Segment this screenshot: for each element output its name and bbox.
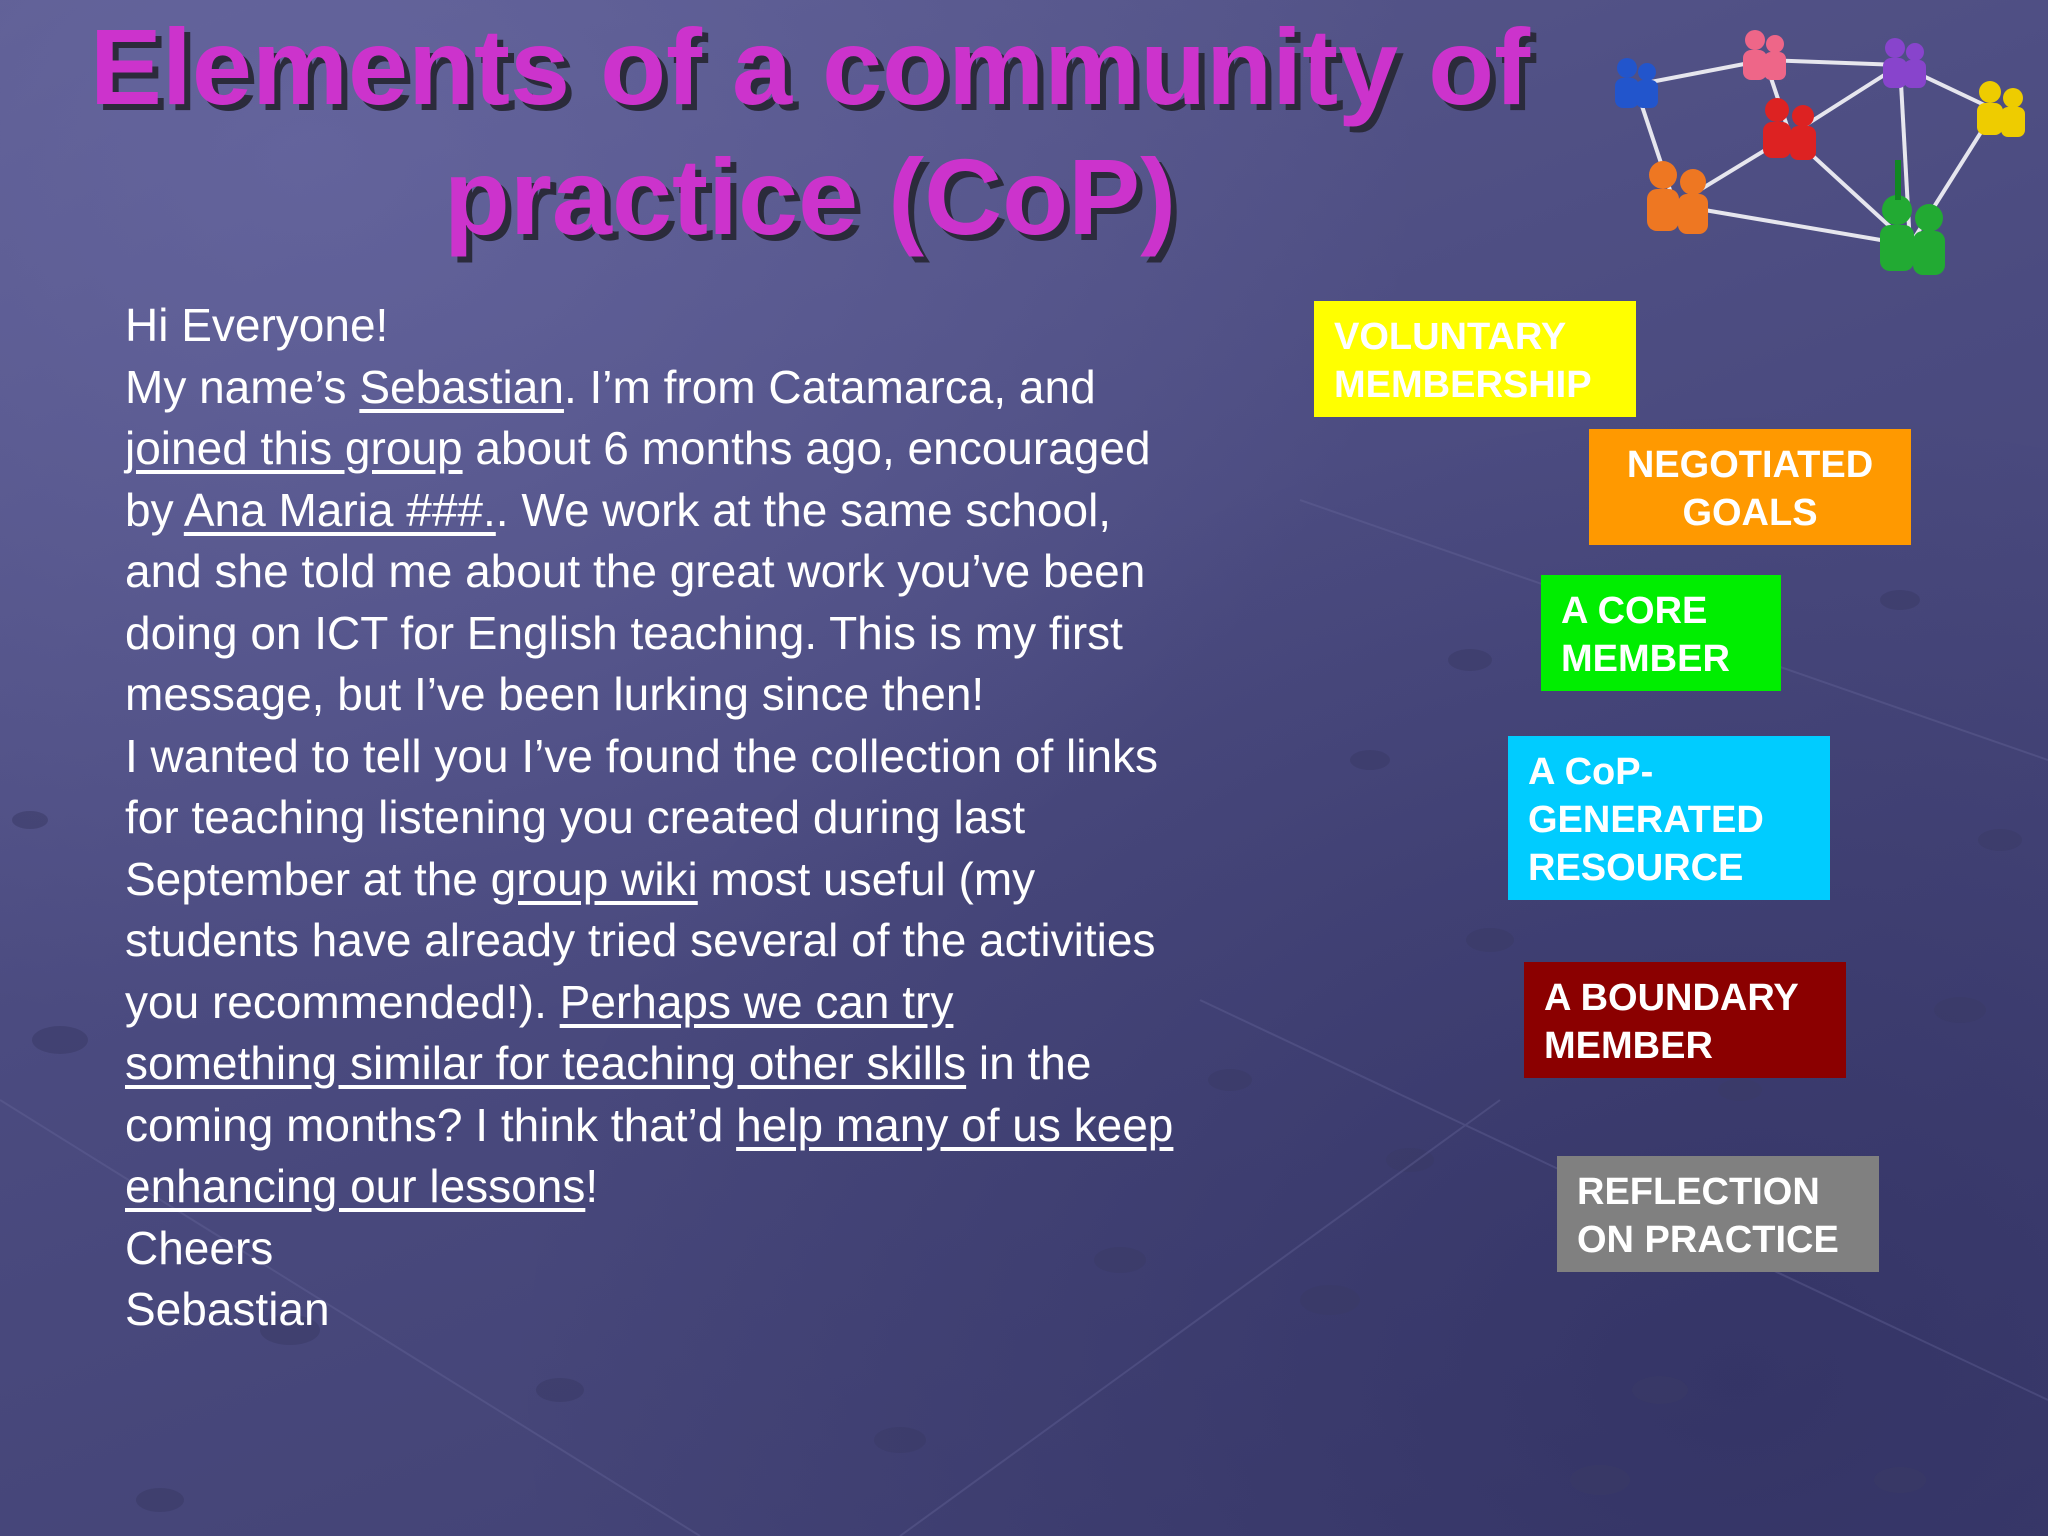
people-network-icon — [1545, 10, 2045, 340]
message-line-13: something similar for teaching other skills in the — [125, 1037, 1092, 1089]
link-sebastian[interactable]: Sebastian — [359, 360, 564, 413]
label-negotiated-goals: NEGOTIATED GOALS — [1589, 429, 1911, 545]
label-boundary-member: A BOUNDARY MEMBER — [1524, 962, 1846, 1078]
message-closing: Cheers — [125, 1221, 274, 1274]
message-line-9: for teaching listening you created during last — [125, 791, 1026, 843]
message-line-4: by Ana Maria ###.. We work at the same school, — [125, 483, 1112, 536]
label-core-member: A CORE MEMBER — [1541, 575, 1781, 691]
link-ana-maria[interactable]: Ana Maria ###. — [183, 483, 496, 536]
label-voluntary-membership: VOLUNTARY MEMBERSHIP — [1314, 301, 1636, 417]
message-line-12: you recommended!). Perhaps we can try — [125, 975, 954, 1028]
message-line-5: and she told me about the great work you’ve been — [125, 545, 1146, 597]
link-help-many[interactable]: help many of us keep — [736, 1098, 1174, 1151]
link-perhaps-try[interactable]: Perhaps we can try — [559, 975, 954, 1028]
message-line-6: doing on ICT for English teaching. This is my first — [125, 606, 1123, 659]
link-enhancing-lessons[interactable]: enhancing our lessons — [125, 1160, 586, 1212]
title-line-2: practice (CoP) — [443, 136, 1177, 257]
link-group-wiki[interactable]: group wiki — [490, 852, 698, 905]
message-line-11: students have already tried several of the activities — [125, 914, 1156, 966]
message-line-15: enhancing our lessons! — [125, 1160, 599, 1212]
forum-message — [125, 295, 1325, 1341]
message-line-8: I wanted to tell you I’ve found the collection of links — [125, 729, 1159, 782]
message-greeting: Hi Everyone! — [125, 299, 389, 351]
label-reflection-on-practice: REFLECTION ON PRACTICE — [1557, 1156, 1879, 1272]
message-line-10: September at the group wiki most useful (my — [125, 852, 1036, 905]
message-line-2: My name’s Sebastian. I’m from Catamarca, and — [125, 360, 1096, 413]
message-signature: Sebastian — [125, 1283, 330, 1335]
link-something-similar[interactable]: something similar for teaching other skills — [125, 1037, 967, 1089]
link-joined-group[interactable]: joined this group — [125, 422, 463, 474]
message-line-3: joined this group about 6 months ago, encouraged — [125, 422, 1151, 474]
message-line-7: message, but I’ve been lurking since then! — [125, 668, 985, 720]
title-line-1: Elements of a community of — [89, 6, 1531, 127]
message-line-14: coming months? I think that’d help many of us keep — [125, 1098, 1174, 1151]
slide-title — [30, 2, 1590, 262]
label-cop-generated-resource: A CoP- GENERATED RESOURCE — [1508, 736, 1830, 900]
